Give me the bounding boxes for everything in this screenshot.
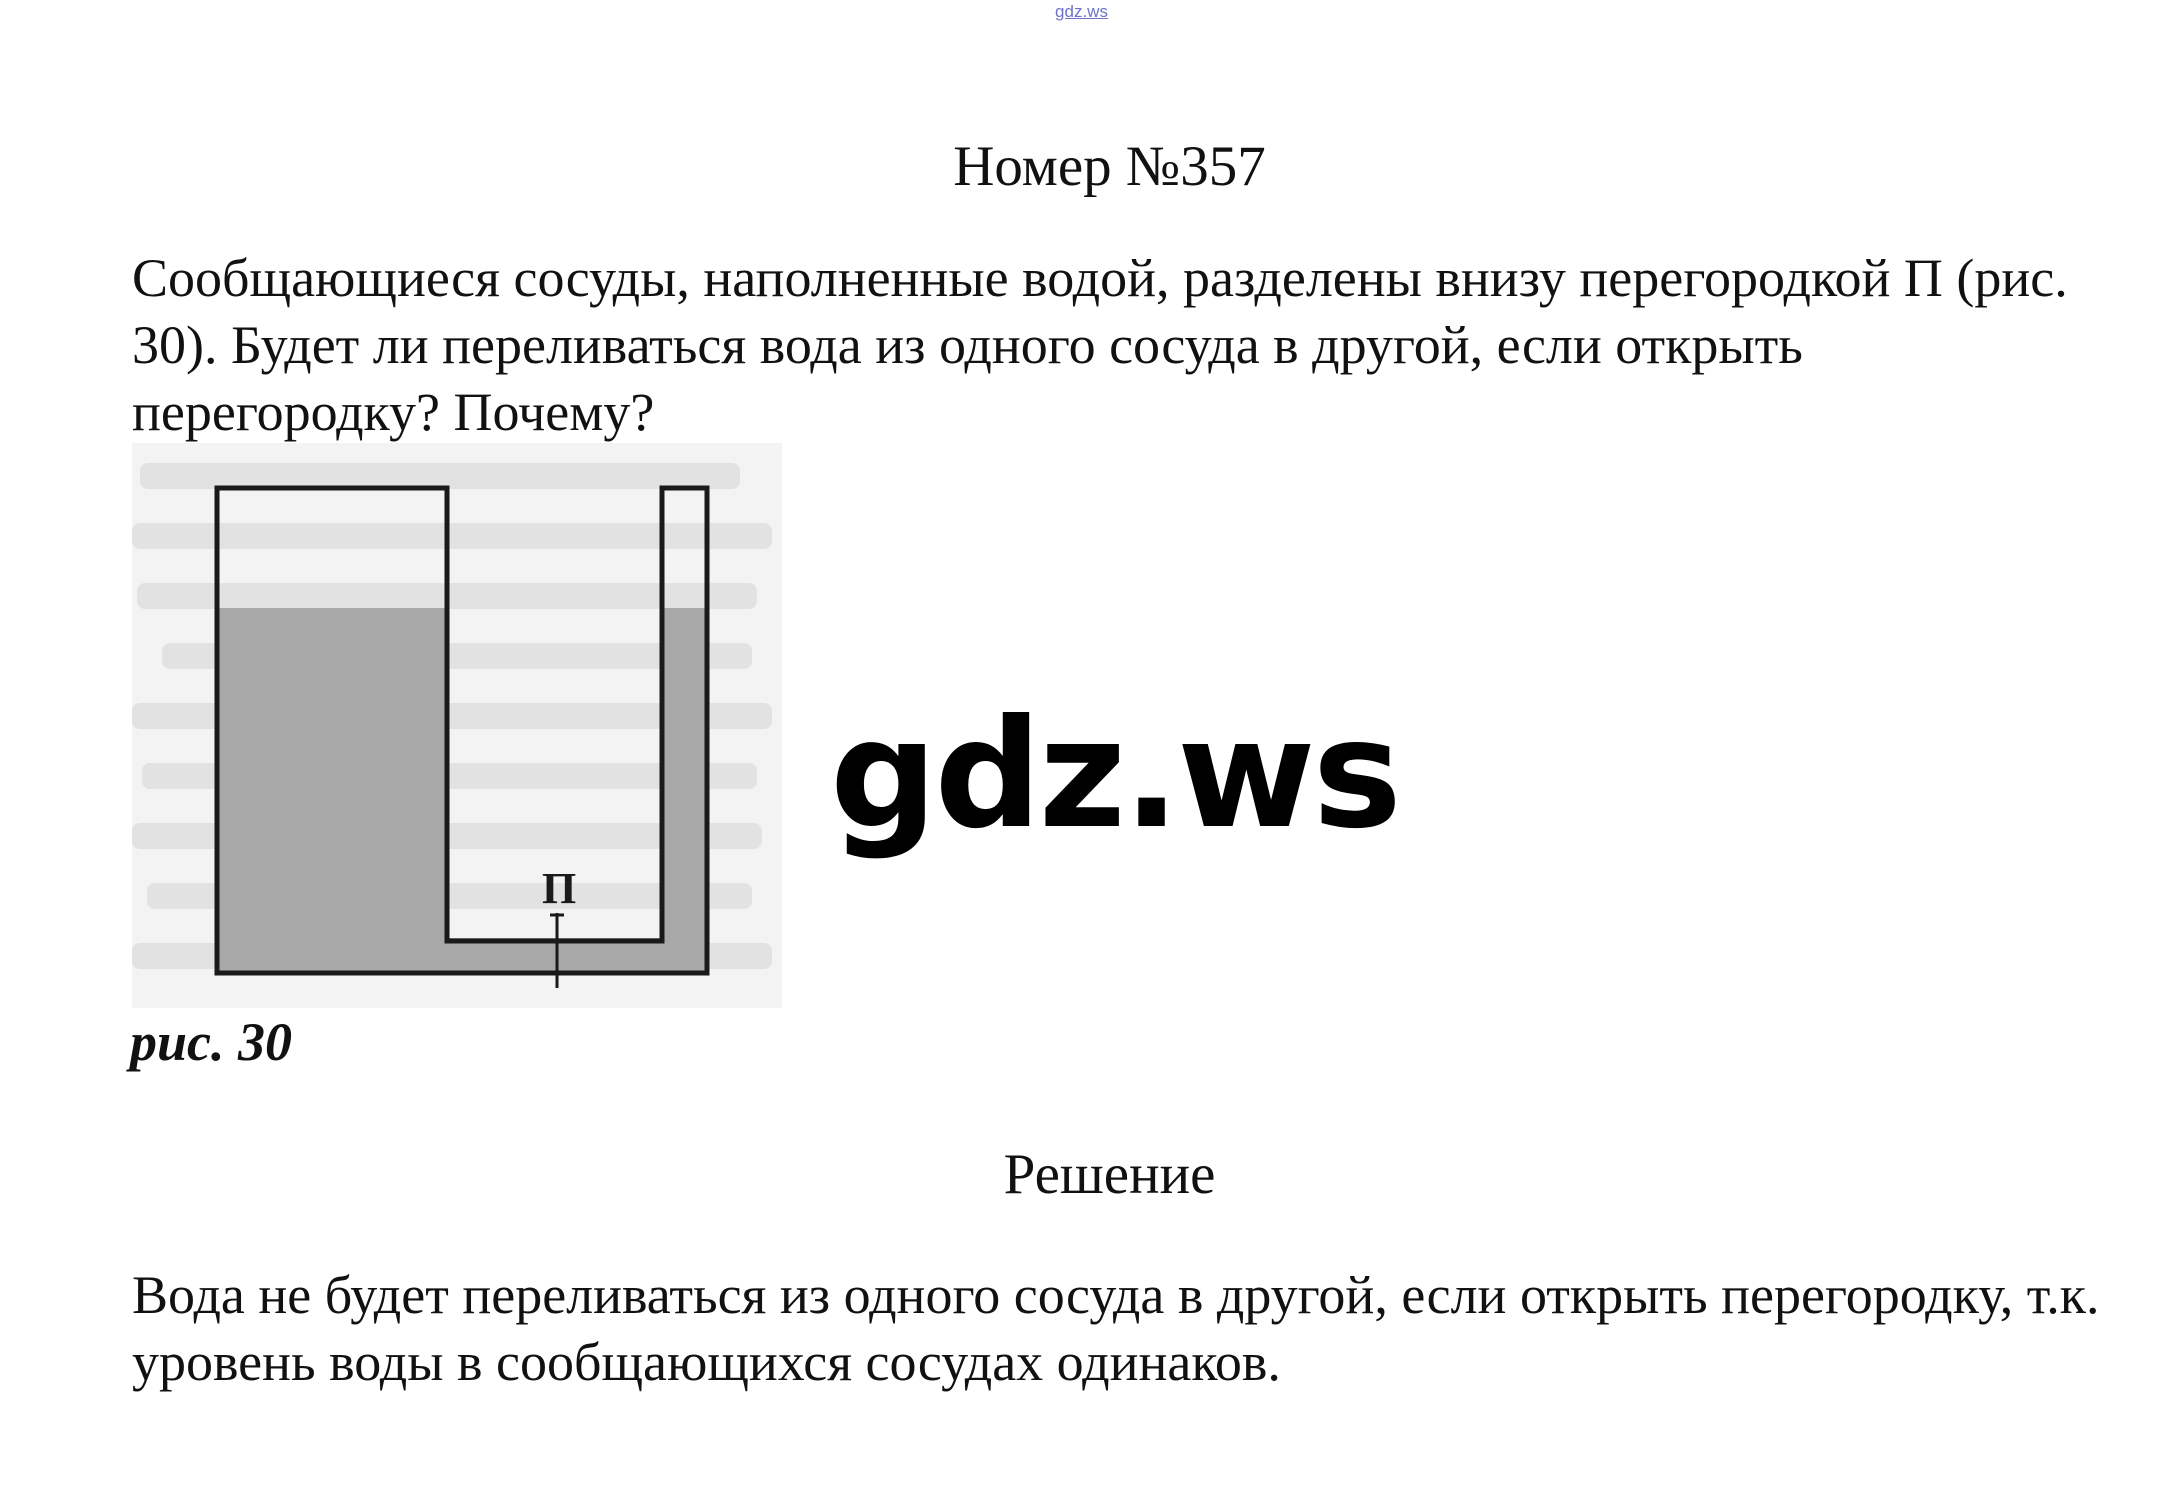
vessels-drawing	[132, 443, 782, 1008]
site-mark[interactable]: gdz.ws	[1055, 2, 1108, 21]
problem-text: Сообщающиеся сосуды, наполненные водой, разделены внизу перегородкой П (рис. 30). Будет ли переливаться вода из одного сосуда в другой, если открыть перегородку? Почему?	[132, 248, 2068, 442]
partition-label: П	[542, 864, 577, 913]
solution-text: Вода не будет переливаться из одного сосуда в другой, если открыть перегородку, т.к. уровень воды в сообщающихся сосудах одинаков.	[132, 1265, 2100, 1392]
figure-caption: рис. 30	[130, 1012, 292, 1072]
figure-communicating-vessels	[132, 443, 782, 1008]
solution-heading: Решение	[1003, 1143, 1216, 1206]
problem-title: Номер №357	[953, 135, 1266, 198]
watermark: gdz.ws	[830, 688, 1399, 862]
